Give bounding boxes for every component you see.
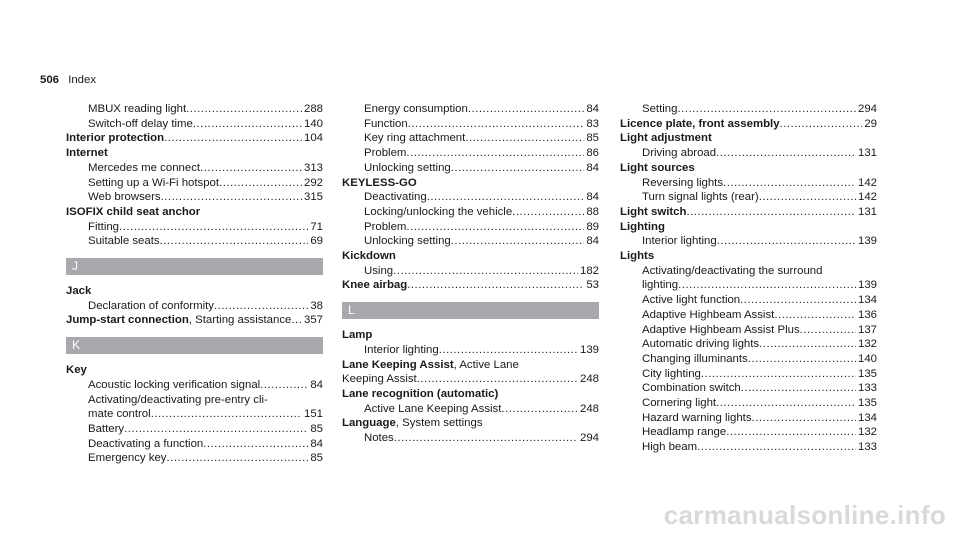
page-reference: 140 — [857, 352, 877, 365]
index-subentry — [620, 102, 877, 117]
index-entry-label: Mercedes me connect — [88, 161, 201, 174]
dot-leader — [407, 278, 584, 293]
index-entry-term: Light switch — [620, 205, 687, 218]
page-reference: 136 — [857, 308, 877, 321]
index-entry-label: Setting — [642, 103, 678, 115]
index-subentry — [620, 352, 877, 367]
page-reference: 357 — [303, 314, 323, 327]
dot-leader — [186, 102, 302, 117]
index-heading: Jack — [66, 285, 92, 298]
dot-leader — [741, 381, 856, 396]
page-reference: 294 — [857, 103, 877, 115]
index-subentry — [66, 220, 323, 235]
index-entry-label: Cornering light — [642, 397, 717, 410]
dot-leader — [393, 264, 578, 279]
index-entry-label: Problem — [364, 147, 407, 160]
dot-leader — [697, 440, 856, 455]
page-reference: 142 — [857, 191, 877, 204]
page-reference: 131 — [857, 147, 877, 160]
index-heading: Lighting — [620, 220, 665, 233]
index-subentry — [620, 425, 877, 440]
dot-leader — [291, 313, 302, 328]
dot-leader — [160, 234, 309, 249]
index-entry-term: Interior protection — [66, 132, 165, 145]
index-subentry — [342, 343, 599, 358]
index-entry-label: Energy consumption — [364, 103, 468, 115]
page-reference: 135 — [857, 397, 877, 410]
index-entry-label: Emergency key — [88, 452, 167, 465]
dot-leader — [726, 425, 856, 440]
index-subentry — [620, 411, 877, 426]
index-subentry — [342, 117, 599, 132]
dot-leader — [740, 293, 856, 308]
page-reference: 85 — [310, 452, 323, 465]
index-entry-label — [620, 117, 780, 132]
dot-leader — [200, 161, 302, 176]
index-column-3 — [620, 102, 877, 455]
index-heading: Lights — [620, 250, 655, 263]
index-subentry — [342, 234, 599, 249]
index-entry-label: Unlocking setting — [364, 235, 451, 248]
index-entry-term: Jump-start connection — [66, 314, 189, 327]
index-entry-label: Active Lane Keeping Assist — [364, 402, 502, 415]
index-entry-label: Switch-off delay time — [88, 117, 193, 130]
index-entry-label: Combination switch — [642, 382, 741, 395]
page-reference: 84 — [586, 103, 599, 115]
index-subentry — [342, 190, 599, 205]
index-heading: Lamp — [342, 329, 373, 342]
page-reference: 89 — [586, 220, 599, 233]
index-entry-label: Deactivating a function — [88, 437, 204, 450]
index-subentry-text: Activating/deactivating the surround — [642, 264, 823, 277]
index-entry-label: Active light function — [642, 294, 741, 307]
dot-leader — [752, 411, 856, 426]
index-entry-label: Hazard warning lights — [642, 411, 752, 424]
page-reference: 182 — [579, 264, 599, 277]
dot-leader — [723, 176, 856, 191]
page-reference: 84 — [586, 235, 599, 248]
index-entry-label: Lane Keeping Assist — [342, 358, 454, 371]
index-entry — [620, 117, 877, 132]
index-entry-label: Language — [342, 417, 396, 430]
index-entry-label: Function — [364, 117, 408, 130]
index-subentry — [620, 293, 877, 308]
index-subentry — [66, 407, 323, 422]
page-reference: 139 — [579, 343, 599, 356]
page-reference: 104 — [303, 132, 323, 145]
index-entry-label — [342, 278, 407, 293]
page-reference: 137 — [857, 323, 877, 336]
index-subentry-text: Activating/deactivating pre-entry cli- — [88, 393, 268, 406]
dot-leader — [800, 323, 856, 338]
page-reference: 132 — [857, 426, 877, 439]
dot-leader — [394, 431, 578, 446]
index-entry-label: Keeping Assist — [342, 373, 417, 386]
dot-leader — [701, 367, 856, 382]
page-reference: 248 — [579, 373, 599, 386]
index-entry-label: Key ring attachment — [364, 132, 466, 145]
index-entry-label: Interior lighting — [642, 235, 717, 248]
index-subentry — [66, 161, 323, 176]
index-entry-label: Setting up a Wi-Fi hotspot — [88, 176, 220, 189]
page-section-title: Index — [68, 74, 97, 86]
index-entry-label: Changing illuminants — [642, 352, 748, 365]
index-entry-label: Adaptive Highbeam Assist — [642, 308, 775, 321]
page-reference: 85 — [310, 422, 323, 435]
index-entry-label: Headlamp range — [642, 426, 727, 439]
index-entry-label: Unlocking setting — [364, 161, 451, 174]
index-entry-label: mate control — [88, 408, 151, 421]
index-subentry — [66, 102, 323, 117]
index-heading: Lane recognition (automatic) — [342, 387, 499, 400]
page-reference: 84 — [586, 161, 599, 174]
dot-leader — [501, 402, 578, 417]
page-reference: 83 — [586, 117, 599, 130]
index-subentry — [620, 396, 877, 411]
page-number: 506 — [40, 74, 60, 86]
index-subentry — [342, 264, 599, 279]
index-subentry — [342, 205, 599, 220]
dot-leader — [417, 372, 578, 387]
page-reference: 53 — [586, 279, 599, 292]
index-subentry — [342, 402, 599, 417]
index-entry-note: , Starting assistance — [188, 314, 292, 327]
page-reference: 69 — [310, 235, 323, 248]
dot-leader — [427, 190, 585, 205]
page-reference: 142 — [857, 176, 877, 189]
index-subentry — [620, 367, 877, 382]
dot-leader — [260, 378, 308, 393]
index-entry-label: Problem — [364, 220, 407, 233]
dot-leader — [451, 161, 585, 176]
index-entry-label: Notes — [364, 432, 394, 445]
index-entry-label: Turn signal lights (rear) — [642, 191, 759, 204]
index-subentry — [66, 117, 323, 132]
index-entry-label — [66, 131, 164, 146]
index-subentry — [620, 381, 877, 396]
dot-leader — [780, 117, 863, 132]
index-entry-term: Licence plate, front assembly — [620, 117, 780, 130]
index-subentry — [342, 220, 599, 235]
page-reference: 294 — [579, 432, 599, 445]
page-reference: 133 — [857, 382, 877, 395]
dot-leader — [774, 308, 856, 323]
index-heading: Kickdown — [342, 250, 396, 263]
index-entry-label: Automatic driving lights — [642, 338, 760, 351]
dot-leader — [716, 146, 856, 161]
dot-leader — [164, 131, 302, 146]
index-entry — [66, 131, 323, 146]
page-reference: 139 — [857, 279, 877, 292]
dot-leader — [468, 102, 584, 117]
index-subentry — [620, 176, 877, 191]
page-header — [40, 74, 96, 86]
section-letter-bar: L — [342, 302, 599, 319]
index-entry-label: MBUX reading light — [88, 103, 187, 115]
index-subentry — [342, 102, 599, 117]
index-entry-term: Knee airbag — [342, 279, 408, 292]
dot-leader — [167, 451, 309, 466]
dot-leader — [193, 117, 302, 132]
index-entry-label: Locking/unlocking the vehicle — [364, 205, 513, 218]
page-reference: 71 — [310, 220, 323, 233]
index-subentry — [620, 234, 877, 249]
dot-leader — [759, 337, 856, 352]
page-reference: 134 — [857, 294, 877, 307]
dot-leader — [161, 190, 302, 205]
index-entry — [66, 313, 323, 328]
index-subentry — [620, 308, 877, 323]
page-reference: 135 — [857, 367, 877, 380]
dot-leader — [759, 190, 856, 205]
page-reference: 88 — [586, 205, 599, 218]
index-subentry — [66, 234, 323, 249]
index-subentry — [342, 131, 599, 146]
page-reference: 86 — [586, 147, 599, 160]
page-reference: 134 — [857, 411, 877, 424]
dot-leader — [677, 102, 856, 117]
page-reference: 131 — [857, 205, 877, 218]
index-entry-label: High beam — [642, 441, 698, 454]
index-heading: KEYLESS-GO — [342, 176, 417, 189]
page-reference: 151 — [303, 408, 323, 421]
page-reference: 85 — [586, 132, 599, 145]
index-entry-label: Using — [364, 264, 394, 277]
index-column-1 — [66, 102, 323, 466]
index-entry — [342, 278, 599, 293]
dot-leader — [214, 299, 308, 314]
index-subentry — [66, 378, 323, 393]
index-subentry — [66, 422, 323, 437]
index-entry-label: Web browsers — [88, 191, 161, 204]
index-entry-label: Declaration of conformity — [88, 299, 214, 312]
index-subentry — [620, 440, 877, 455]
index-heading: Light sources — [620, 161, 695, 174]
page-reference: 139 — [857, 235, 877, 248]
index-subentry — [66, 299, 323, 314]
index-entry-label: Adaptive Highbeam Assist Plus — [642, 323, 800, 336]
dot-leader — [748, 352, 856, 367]
index-entry-label: lighting — [642, 279, 679, 292]
index-entry-label — [66, 313, 291, 328]
dot-leader — [406, 220, 584, 235]
index-entry-note: , Active Lane — [453, 358, 519, 371]
index-column-2 — [342, 102, 599, 446]
section-letter-bar: J — [66, 258, 323, 275]
index-entry-label: Reversing lights — [642, 176, 724, 189]
index-heading: ISOFIX child seat anchor — [66, 205, 201, 218]
index-heading: Key — [66, 364, 87, 377]
index-subentry — [620, 323, 877, 338]
index-subentry — [66, 451, 323, 466]
index-entry — [620, 205, 877, 220]
dot-leader — [451, 234, 585, 249]
dot-leader — [512, 205, 584, 220]
index-entry-note: , System settings — [395, 417, 483, 430]
dot-leader — [717, 234, 856, 249]
index-entry-label: Fitting — [88, 220, 120, 233]
page-reference: 248 — [579, 402, 599, 415]
index-subentry — [66, 176, 323, 191]
dot-leader — [406, 146, 584, 161]
page-reference: 313 — [303, 161, 323, 174]
index-subentry — [620, 278, 877, 293]
dot-leader — [124, 422, 308, 437]
index-entry-label: Interior lighting — [364, 343, 439, 356]
index-entry-label: City lighting — [642, 367, 701, 380]
dot-leader — [408, 117, 585, 132]
page-reference: 84 — [310, 378, 323, 391]
index-entry-label: Deactivating — [364, 191, 427, 204]
index-entry-label: Battery — [88, 422, 125, 435]
page-reference: 292 — [303, 176, 323, 189]
index-subentry — [620, 337, 877, 352]
index-entry — [342, 372, 599, 387]
dot-leader — [203, 437, 308, 452]
page-reference: 132 — [857, 338, 877, 351]
page-reference: 29 — [864, 117, 877, 130]
index-subentry — [66, 437, 323, 452]
index-subentry — [342, 431, 599, 446]
page-reference: 84 — [310, 437, 323, 450]
dot-leader — [465, 131, 584, 146]
index-subentry — [342, 161, 599, 176]
index-entry-label: Acoustic locking verification signal — [88, 378, 261, 391]
page-reference: 84 — [586, 191, 599, 204]
page-reference: 38 — [310, 299, 323, 312]
page-reference: 288 — [303, 103, 323, 115]
page-reference: 315 — [303, 191, 323, 204]
page-reference: 140 — [303, 117, 323, 130]
dot-leader — [439, 343, 578, 358]
dot-leader — [119, 220, 308, 235]
index-subentry — [66, 190, 323, 205]
watermark: carmanualsonline.info — [663, 500, 946, 530]
section-letter-bar: K — [66, 337, 323, 354]
dot-leader — [219, 176, 302, 191]
index-subentry — [342, 146, 599, 161]
index-subentry — [620, 190, 877, 205]
index-heading: Internet — [66, 147, 108, 160]
dot-leader — [686, 205, 856, 220]
index-heading: Light adjustment — [620, 132, 712, 145]
dot-leader — [716, 396, 856, 411]
dot-leader — [151, 407, 302, 422]
index-subentry — [620, 146, 877, 161]
index-entry-label: Suitable seats — [88, 235, 160, 248]
dot-leader — [678, 278, 856, 293]
index-entry — [342, 416, 599, 431]
index-entry — [342, 358, 599, 373]
index-entry-label: Driving abroad — [642, 147, 717, 160]
index-entry-label — [620, 205, 686, 220]
page-reference: 133 — [857, 441, 877, 454]
